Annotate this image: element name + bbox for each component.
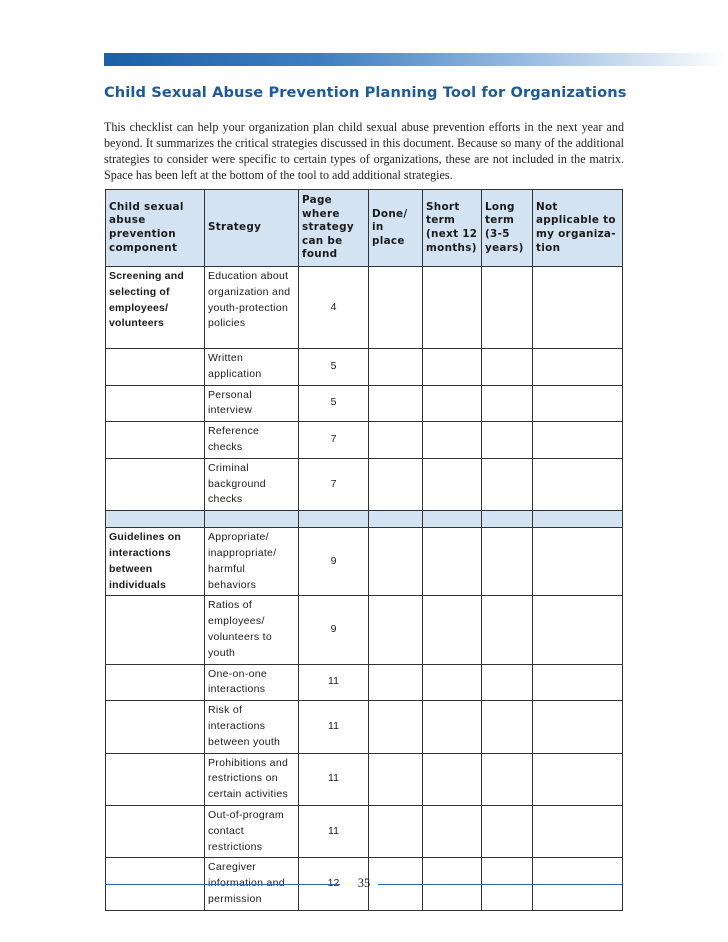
header-done: Done/ in place xyxy=(369,190,423,267)
page-cell: 11 xyxy=(299,664,369,701)
component-cell xyxy=(106,753,205,805)
table-row xyxy=(106,385,623,422)
not-applicable-checkbox-cell[interactable] xyxy=(533,805,623,857)
table-row xyxy=(106,349,623,386)
short-term-checkbox-cell[interactable] xyxy=(423,349,482,386)
long-term-checkbox-cell[interactable] xyxy=(482,664,533,701)
header-not-applicable: Not applicable to my organiza- tion xyxy=(533,190,623,267)
not-applicable-checkbox-cell[interactable] xyxy=(533,528,623,596)
strategy-cell: Personal interview xyxy=(205,385,299,422)
component-cell: Screening and selecting of employees/ volunteers xyxy=(106,267,205,349)
strategy-cell: Prohibitions and restrictions on certain activities xyxy=(205,753,299,805)
header-gradient-bar xyxy=(104,53,728,66)
component-cell xyxy=(106,422,205,459)
done-checkbox-cell[interactable] xyxy=(369,267,423,349)
strategy-cell: Criminal background checks xyxy=(205,458,299,510)
done-checkbox-cell[interactable] xyxy=(369,528,423,596)
page-cell: 5 xyxy=(299,349,369,386)
strategy-cell: Out-of-program contact restrictions xyxy=(205,805,299,857)
table-row xyxy=(106,701,623,753)
component-cell: Guidelines on interactions between individuals xyxy=(106,528,205,596)
short-term-checkbox-cell[interactable] xyxy=(423,664,482,701)
component-cell xyxy=(106,805,205,857)
strategy-cell: Ratios of employees/ volunteers to youth xyxy=(205,596,299,664)
component-cell xyxy=(106,701,205,753)
done-checkbox-cell[interactable] xyxy=(369,596,423,664)
page-cell: 11 xyxy=(299,805,369,857)
page-cell: 11 xyxy=(299,753,369,805)
page-cell: 9 xyxy=(299,596,369,664)
not-applicable-checkbox-cell[interactable] xyxy=(533,267,623,349)
table-row xyxy=(106,528,623,596)
short-term-checkbox-cell[interactable] xyxy=(423,458,482,510)
long-term-checkbox-cell[interactable] xyxy=(482,458,533,510)
header-row xyxy=(106,190,623,267)
table-row xyxy=(106,664,623,701)
short-term-checkbox-cell[interactable] xyxy=(423,267,482,349)
not-applicable-checkbox-cell[interactable] xyxy=(533,664,623,701)
footer-rule-right xyxy=(378,884,622,885)
short-term-checkbox-cell[interactable] xyxy=(423,528,482,596)
done-checkbox-cell[interactable] xyxy=(369,664,423,701)
page-cell: 5 xyxy=(299,385,369,422)
not-applicable-checkbox-cell[interactable] xyxy=(533,753,623,805)
long-term-checkbox-cell[interactable] xyxy=(482,349,533,386)
strategy-cell: Risk of interactions between youth xyxy=(205,701,299,753)
short-term-checkbox-cell[interactable] xyxy=(423,805,482,857)
page-number: 35 xyxy=(357,876,371,890)
strategy-cell: Appropriate/ inappropriate/ harmful behaviors xyxy=(205,528,299,596)
strategy-cell: Caregiver permission xyxy=(205,858,299,910)
table-row xyxy=(106,422,623,459)
not-applicable-checkbox-cell[interactable] xyxy=(533,596,623,664)
short-term-checkbox-cell[interactable] xyxy=(423,701,482,753)
done-checkbox-cell[interactable] xyxy=(369,701,423,753)
done-checkbox-cell[interactable] xyxy=(369,805,423,857)
page-cell: 9 xyxy=(299,528,369,596)
long-term-checkbox-cell[interactable] xyxy=(482,753,533,805)
not-applicable-checkbox-cell[interactable] xyxy=(533,701,623,753)
not-applicable-checkbox-cell[interactable] xyxy=(533,385,623,422)
header-short-term: Short term (next 12 months) xyxy=(423,190,482,267)
strategy-cell: Education about organization and youth-protection policies xyxy=(205,267,299,349)
footer-rule-left xyxy=(105,884,340,885)
intro-paragraph: This checklist can help your organization plan child sexual abuse prevention efforts in the next year and beyond. It summarizes the critical strategies discussed in this document. Because so many of the additional strategies to consider were specific to certain types of organizations, these are not included in the matrix. Space has been left at the bottom of the tool to add additional strategies. xyxy=(104,120,624,182)
component-cell xyxy=(106,349,205,386)
done-checkbox-cell[interactable] xyxy=(369,753,423,805)
page-cell: 4 xyxy=(299,267,369,349)
strategy-cell: One-on-one interactions xyxy=(205,664,299,701)
section-divider-row xyxy=(106,511,623,528)
component-cell xyxy=(106,385,205,422)
short-term-checkbox-cell[interactable] xyxy=(423,385,482,422)
long-term-checkbox-cell[interactable] xyxy=(482,596,533,664)
component-cell xyxy=(106,596,205,664)
long-term-checkbox-cell[interactable] xyxy=(482,267,533,349)
planning-matrix xyxy=(105,189,623,911)
page-cell: 11 xyxy=(299,701,369,753)
component-cell xyxy=(106,458,205,510)
strategy-cell: Reference checks xyxy=(205,422,299,459)
long-term-checkbox-cell[interactable] xyxy=(482,805,533,857)
table-row xyxy=(106,458,623,510)
long-term-checkbox-cell[interactable] xyxy=(482,385,533,422)
long-term-checkbox-cell[interactable] xyxy=(482,701,533,753)
table-row xyxy=(106,596,623,664)
done-checkbox-cell[interactable] xyxy=(369,458,423,510)
done-checkbox-cell[interactable] xyxy=(369,385,423,422)
short-term-checkbox-cell[interactable] xyxy=(423,753,482,805)
long-term-checkbox-cell[interactable] xyxy=(482,528,533,596)
page-title: Child Sexual Abuse Prevention Planning Tool for Organizations xyxy=(104,84,627,101)
header-page: Page where strategy can be found xyxy=(299,190,369,267)
long-term-checkbox-cell[interactable] xyxy=(482,422,533,459)
header-strategy: Strategy xyxy=(205,190,299,267)
short-term-checkbox-cell[interactable] xyxy=(423,596,482,664)
strategy-cell: Written application xyxy=(205,349,299,386)
page-cell: 7 xyxy=(299,422,369,459)
not-applicable-checkbox-cell[interactable] xyxy=(533,349,623,386)
header-component: Child sexual abuse prevention component xyxy=(106,190,205,267)
header-long-term: Long term (3-5 years) xyxy=(482,190,533,267)
not-applicable-checkbox-cell[interactable] xyxy=(533,422,623,459)
page-cell: 7 xyxy=(299,458,369,510)
not-applicable-checkbox-cell[interactable] xyxy=(533,458,623,510)
component-cell xyxy=(106,664,205,701)
table-row xyxy=(106,753,623,805)
done-checkbox-cell[interactable] xyxy=(369,349,423,386)
table-row xyxy=(106,267,623,349)
done-checkbox-cell[interactable] xyxy=(369,422,423,459)
short-term-checkbox-cell[interactable] xyxy=(423,422,482,459)
table-row xyxy=(106,805,623,857)
